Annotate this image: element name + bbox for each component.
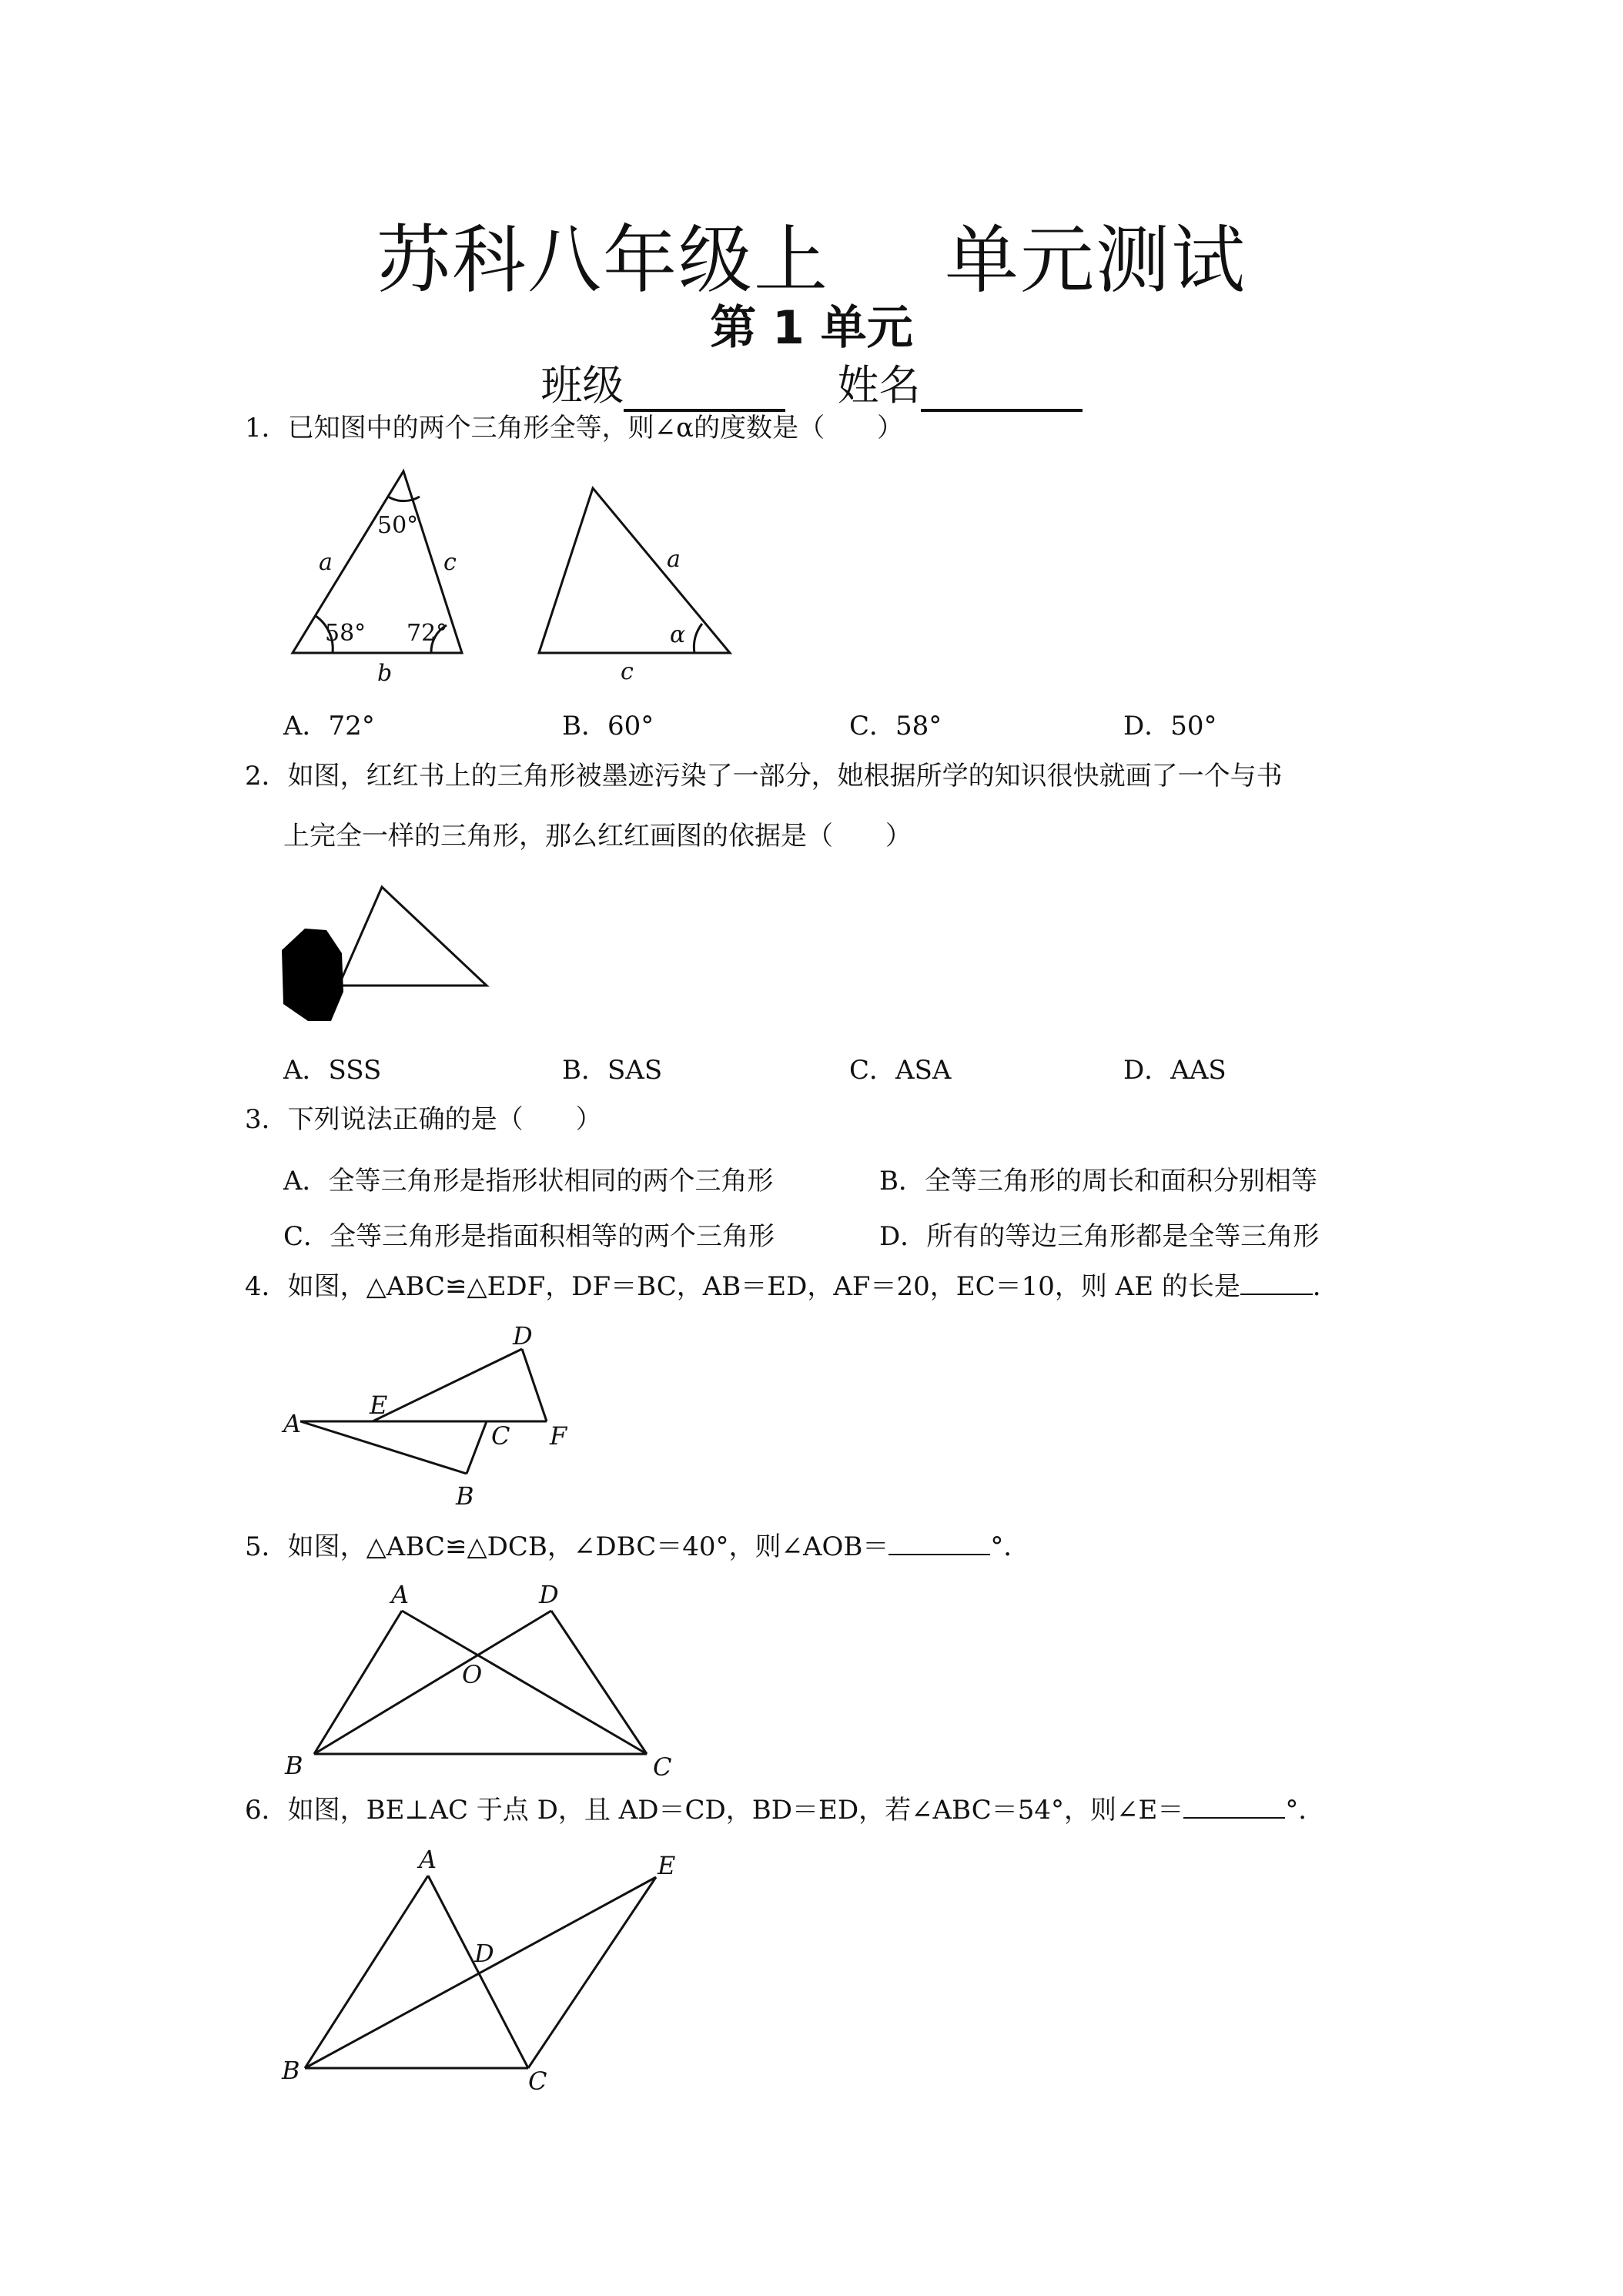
q4-label-d: D bbox=[513, 1321, 533, 1350]
q1-top-angle-arc bbox=[388, 497, 420, 501]
q1-right-label-c: c bbox=[621, 658, 634, 685]
q5-answer-blank[interactable] bbox=[888, 1531, 990, 1555]
class-blank[interactable] bbox=[624, 370, 785, 412]
q5-label-o: O bbox=[462, 1660, 483, 1689]
q4-figure bbox=[277, 1317, 601, 1517]
q1-label-72: 72° bbox=[407, 620, 448, 647]
q1-label-50: 50° bbox=[377, 512, 419, 539]
q4-stem: 4．如图，△ABC≌△EDF，DF＝BC，AB＝ED，AF＝20，EC＝10，则 AE 的长是 bbox=[245, 1271, 1240, 1302]
q3-option-d[interactable]: D．所有的等边三角形都是全等三角形 bbox=[879, 1221, 1320, 1252]
q5-stem-line bbox=[245, 1531, 1029, 1562]
q6-label-d: D bbox=[474, 1939, 494, 1968]
q4-label-b: B bbox=[456, 1481, 474, 1511]
q5-line-bd bbox=[314, 1611, 551, 1754]
q1-figure bbox=[285, 462, 747, 693]
q6-line-be bbox=[305, 1877, 656, 2068]
q6-answer-blank[interactable] bbox=[1183, 1794, 1285, 1819]
q1-stem: 1．已知图中的两个三角形全等，则∠α的度数是（ ） bbox=[245, 413, 904, 443]
q4-stem-end: ． bbox=[1312, 1271, 1339, 1302]
q1-right-label-alpha: α bbox=[670, 621, 686, 648]
q6-stem: 6．如图，BE⊥AC 于点 D，且 AD＝CD，BD＝ED，若∠ABC＝54°，则∠E＝ bbox=[245, 1795, 1184, 1826]
q1-label-b: b bbox=[377, 660, 393, 687]
q1-label-c: c bbox=[443, 549, 457, 576]
q5-label-b: B bbox=[285, 1751, 303, 1779]
q6-stem-line bbox=[245, 1794, 1324, 1826]
q5-label-c: C bbox=[653, 1752, 672, 1779]
q6-label-b: B bbox=[282, 2056, 300, 2085]
q4-answer-blank[interactable] bbox=[1240, 1270, 1313, 1295]
title-right: 单元测试 bbox=[945, 217, 1247, 303]
q5-label-a: A bbox=[391, 1580, 410, 1609]
q2-ink-blot bbox=[282, 929, 343, 1021]
q2-triangle bbox=[339, 887, 487, 986]
q1-option-d[interactable]: D．50° bbox=[1123, 711, 1217, 741]
q1-option-a[interactable]: A．72° bbox=[283, 711, 375, 741]
q2-option-c[interactable]: C．ASA bbox=[849, 1055, 952, 1086]
title-left: 苏科八年级上 bbox=[376, 217, 829, 303]
q1-option-c[interactable]: C．58° bbox=[849, 711, 942, 741]
q2-option-d[interactable]: D．AAS bbox=[1123, 1055, 1226, 1086]
q5-line-ba bbox=[314, 1611, 402, 1754]
q1-label-58: 58° bbox=[325, 620, 366, 647]
q6-line-ce bbox=[528, 1877, 656, 2068]
q2-stem-line1: 2．如图，红红书上的三角形被墨迹污染了一部分，她根据所学的知识很快就画了一个与书 bbox=[245, 761, 1283, 792]
q4-label-e: E bbox=[370, 1391, 388, 1420]
q6-figure bbox=[277, 1840, 708, 2102]
q3-option-b[interactable]: B．全等三角形的周长和面积分别相等 bbox=[879, 1166, 1317, 1197]
q1-label-a: a bbox=[319, 549, 333, 576]
q5-line-ac bbox=[402, 1611, 647, 1754]
q6-stem-end: °． bbox=[1285, 1795, 1325, 1826]
q5-stem-end: °． bbox=[990, 1531, 1030, 1562]
q2-figure bbox=[277, 878, 508, 1032]
unit-subtitle: 第 1 单元 bbox=[710, 301, 913, 355]
q4-stem-line bbox=[245, 1270, 1339, 1302]
q1-option-b[interactable]: B．60° bbox=[562, 711, 654, 741]
q6-line-ac bbox=[428, 1876, 528, 2068]
q1-right-triangle bbox=[539, 488, 730, 653]
q3-option-c[interactable]: C．全等三角形是指面积相等的两个三角形 bbox=[283, 1221, 775, 1252]
q4-label-a: A bbox=[283, 1409, 302, 1438]
q1-right-label-a: a bbox=[667, 546, 681, 573]
q6-line-ab bbox=[305, 1876, 428, 2068]
q4-label-f: F bbox=[550, 1421, 567, 1451]
q1-alpha-arc bbox=[694, 624, 702, 653]
class-name-line bbox=[0, 353, 1623, 412]
q6-label-c: C bbox=[528, 2067, 547, 2096]
q5-figure bbox=[277, 1578, 693, 1779]
q5-label-d: D bbox=[539, 1580, 559, 1609]
q4-line-ed bbox=[373, 1349, 522, 1421]
q4-label-c: C bbox=[491, 1421, 510, 1451]
q3-option-a[interactable]: A．全等三角形是指形状相同的两个三角形 bbox=[283, 1166, 774, 1197]
q6-label-a: A bbox=[419, 1845, 437, 1874]
q4-line-ab bbox=[300, 1421, 467, 1474]
q2-option-b[interactable]: B．SAS bbox=[562, 1055, 663, 1086]
q2-option-a[interactable]: A．SSS bbox=[283, 1055, 382, 1086]
q2-stem-line2: 上完全一样的三角形，那么红红画图的依据是（ ） bbox=[283, 821, 912, 852]
q4-line-bc bbox=[467, 1421, 487, 1474]
name-blank[interactable] bbox=[921, 370, 1083, 412]
q5-line-dc bbox=[551, 1611, 647, 1754]
q6-label-e: E bbox=[658, 1851, 676, 1880]
class-label: 班级 bbox=[540, 361, 624, 410]
q4-line-df bbox=[522, 1349, 547, 1421]
q5-stem: 5．如图，△ABC≌△DCB，∠DBC＝40°，则∠AOB＝ bbox=[245, 1531, 889, 1562]
q3-stem: 3．下列说法正确的是（ ） bbox=[245, 1104, 602, 1135]
name-label: 姓名 bbox=[837, 361, 921, 410]
